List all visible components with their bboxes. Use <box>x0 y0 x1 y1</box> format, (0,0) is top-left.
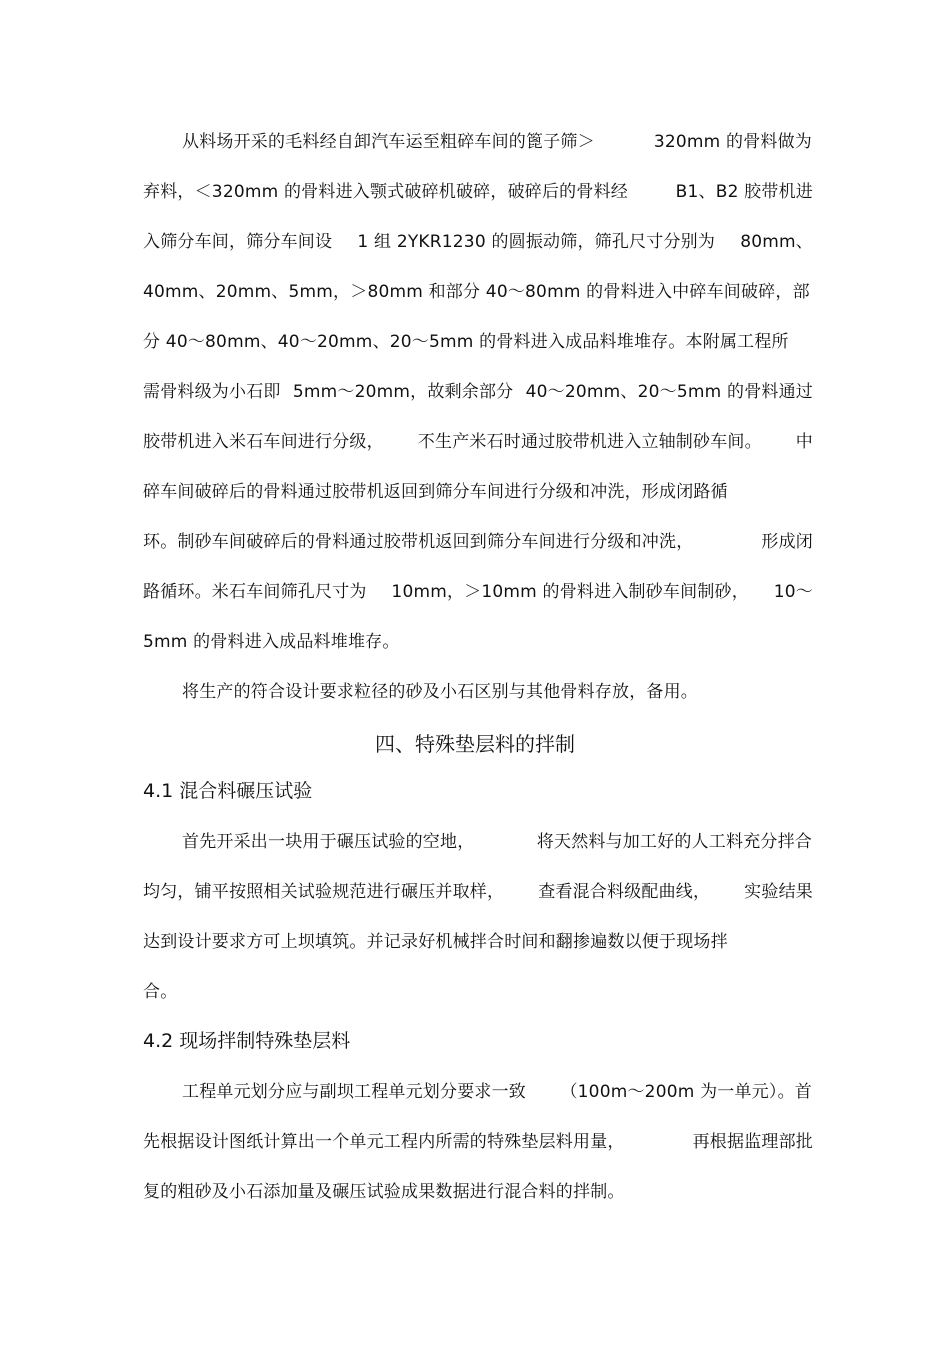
text-segment: 工程单元划分应与副坝工程单元划分要求一致 <box>182 1082 526 1102</box>
text-line <box>143 280 813 304</box>
text-segment: 分 40～80mm、40～20mm、20～5mm 的骨料进入成品料堆堆存。本附属工程所 <box>143 332 789 352</box>
text-segment: 入筛分车间，筛分车间设 <box>143 232 333 252</box>
text-segment: 弃料，＜320mm 的骨料进入颚式破碎机破碎，破碎后的骨料经 <box>143 182 628 202</box>
text-segment: 80mm、 <box>740 232 813 252</box>
text-segment: 再根据监理部批 <box>692 1132 813 1152</box>
text-segment: 1 组 2YKR1230 的圆振动筛，筛孔尺寸分别为 <box>357 232 716 252</box>
text-line <box>143 380 813 404</box>
text-segment: 形成闭 <box>761 532 813 552</box>
text-segment: 路循环。米石车间筛孔尺寸为 <box>143 582 367 602</box>
text-segment: 首先开采出一块用于碾压试验的空地， <box>182 832 475 852</box>
text-segment: 查看混合料级配曲线， <box>538 882 711 902</box>
text-line <box>143 230 813 254</box>
text-line <box>143 580 813 604</box>
text-segment: 5mm 的骨料进入成品料堆堆存。 <box>143 632 400 652</box>
text-line <box>182 1080 812 1104</box>
text-line <box>143 880 813 904</box>
subsection-heading: 4.2 现场拌制特殊垫层料 <box>143 1030 351 1052</box>
text-segment: 5mm～20mm，故剩余部分 <box>292 382 514 402</box>
text-line <box>143 180 813 204</box>
subsection-heading: 4.1 混合料碾压试验 <box>143 780 313 802</box>
text-segment: 40mm、20mm、5mm，＞80mm 和部分 40～80mm 的骨料进入中碎车间破碎，部 <box>143 282 810 302</box>
text-segment: 将天然料与加工好的人工料充分拌合 <box>536 832 812 852</box>
text-segment: 胶带机进入米石车间进行分级， <box>143 432 384 452</box>
text-segment: 40～20mm、20～5mm 的骨料通过 <box>525 382 813 402</box>
text-segment: 均匀，铺平按照相关试验规范进行碾压并取样， <box>143 882 505 902</box>
text-segment: B1、B2 胶带机进 <box>675 182 813 202</box>
text-segment: 先根据设计图纸计算出一个单元工程内所需的特殊垫层料用量， <box>143 1132 625 1152</box>
text-segment: （100m～200m 为一单元）。首 <box>560 1082 812 1102</box>
text-line: 合。 <box>143 982 178 1002</box>
text-line <box>143 530 813 554</box>
text-segment: 中 <box>795 432 813 452</box>
text-segment: 320mm 的骨料做为 <box>653 132 812 152</box>
text-line <box>182 830 812 854</box>
text-line <box>143 430 813 454</box>
text-segment: 从料场开采的毛料经自卸汽车运至粗碎车间的篦子筛＞ <box>182 132 595 152</box>
text-segment: 10mm，＞10mm 的骨料进入制砂车间制砂， <box>391 582 749 602</box>
text-segment: 实验结果 <box>744 882 813 902</box>
text-line <box>143 330 813 354</box>
text-line <box>143 1130 813 1154</box>
text-line: 将生产的符合设计要求粒径的砂及小石区别与其他骨料存放，备用。 <box>182 682 698 702</box>
text-segment: 环。制砂车间破碎后的骨料通过胶带机返回到筛分车间进行分级和冲洗， <box>143 532 694 552</box>
text-line <box>143 480 813 504</box>
text-segment: 不生产米石时通过胶带机进入立轴制砂车间。 <box>417 432 762 452</box>
text-line: 达到设计要求方可上坝填筑。并记录好机械拌合时间和翻掺遍数以便于现场拌 <box>143 932 728 952</box>
text-line <box>143 630 813 654</box>
text-segment: 碎车间破碎后的骨料通过胶带机返回到筛分车间进行分级和冲洗，形成闭路循 <box>143 482 728 502</box>
text-line: 复的粗砂及小石添加量及碾压试验成果数据进行混合料的拌制。 <box>143 1182 625 1202</box>
text-line <box>182 130 812 154</box>
text-segment: 10～ <box>773 582 813 602</box>
section-heading: 四、特殊垫层料的拌制 <box>375 732 575 756</box>
text-segment: 需骨料级为小石即 <box>143 382 281 402</box>
